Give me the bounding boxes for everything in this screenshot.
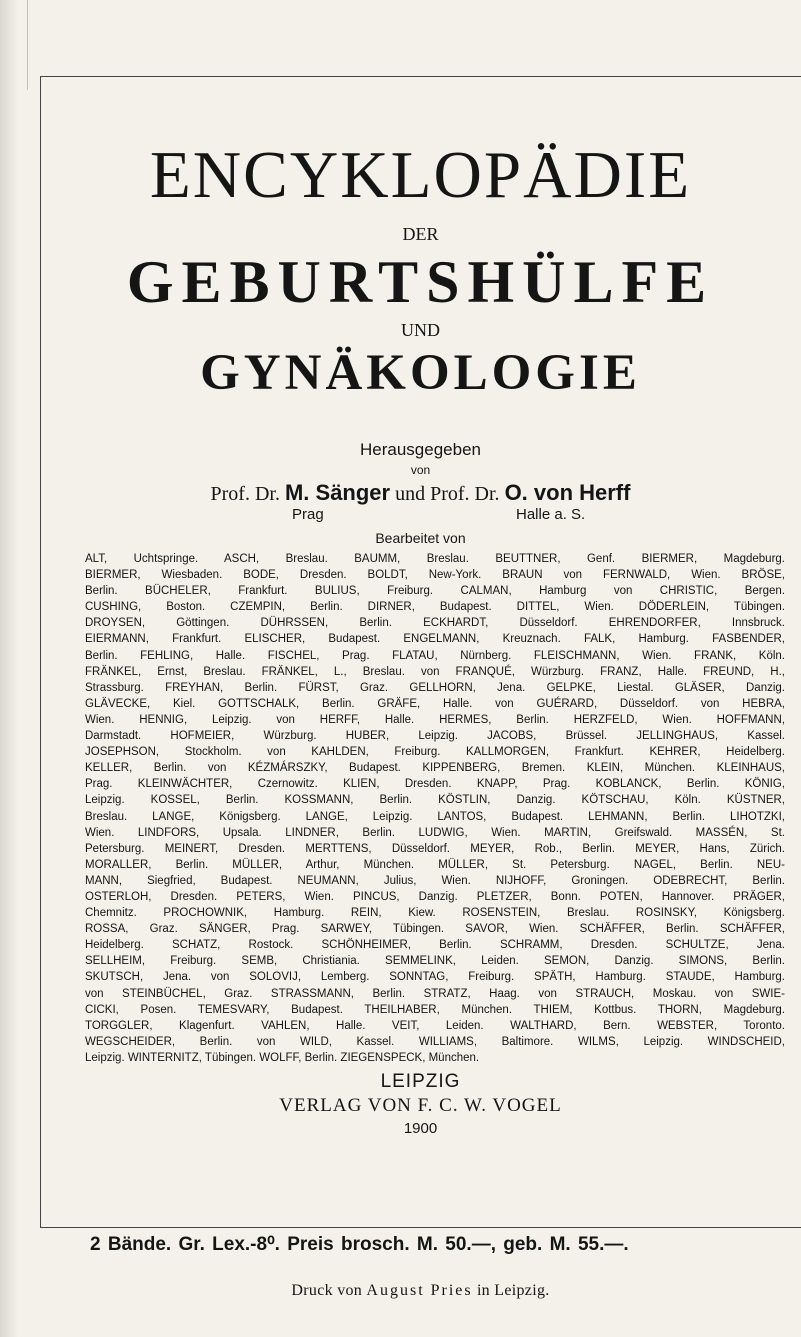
contributors-line: Wien. LINDFORS, Upsala. LINDNER, Berlin. LUDWIG, Wien. MARTIN, Greifswald. MASSÉN, St. — [85, 826, 785, 839]
contributors-line: Leipzig. WINTERNITZ, Tübingen. WOLFF, Berlin. ZIEGENSPECK, München. — [85, 1051, 480, 1064]
printer-name: August Pries — [366, 1282, 473, 1299]
editor-location-1: Prag — [292, 506, 324, 523]
contributors-line: Chemnitz. PROCHOWNIK, Hamburg. REIN, Kiew. ROSENSTEIN, Breslau. ROSINSKY, Königsberg. — [85, 907, 785, 920]
contributors-line: KELLER, Berlin. von KÉZMÁRSZKY, Budapest. KIPPENBERG, Bremen. KLEIN, München. KLEINHAUS, — [85, 762, 785, 775]
editor-name-2: O. von Herff — [504, 480, 631, 505]
contributors-line: Berlin. BÜCHELER, Frankfurt. BULIUS, Freiburg. CALMAN, Hamburg von CHRISTIC, Bergen. — [85, 585, 785, 598]
title-gynaekologie: GYNÄKOLOGIE — [200, 345, 641, 401]
contributors-line: Heidelberg. SCHATZ, Rostock. SCHÖNHEIMER, Berlin. SCHRAMM, Dresden. SCHULTZE, Jena. — [85, 939, 785, 952]
contributors-line: TORGGLER, Klagenfurt. VAHLEN, Halle. VEIT, Leiden. WALTHARD, Bern. WEBSTER, Toronto. — [85, 1019, 785, 1032]
page-fold-mark — [7, 0, 28, 90]
title-der: DER — [402, 224, 439, 244]
contributors-line: GLÄVECKE, Kiel. GOTTSCHALK, Berlin. GRÄFE, Halle. von GUÉRARD, Düsseldorf. von HEBRA, — [85, 697, 785, 710]
contributors-line: MORALLER, Berlin. MÜLLER, Arthur, München. MÜLLER, St. Petersburg. NAGEL, Berlin. NEU- — [85, 858, 785, 871]
publisher-city: LEIPZIG — [380, 1071, 461, 1092]
editors-line — [40, 480, 801, 507]
contributors-line: EIERMANN, Frankfurt. ELISCHER, Budapest. ENGELMANN, Kreuznach. FALK, Hamburg. FASBENDER, — [85, 633, 785, 646]
contributors-line: von STEINBÜCHEL, Graz. STRASSMANN, Berlin. STRATZ, Haag. von STRAUCH, Moskau. von SWIE- — [85, 987, 785, 1000]
contributors-line: CICKI, Posen. TEMESVARY, Budapest. THEILHABER, München. THIEM, Kottbus. THORN, Magdeburg. — [85, 1003, 785, 1016]
editor-locations — [40, 506, 801, 526]
contributors-line: JOSEPHSON, Stockholm. von KAHLDEN, Freiburg. KALLMORGEN, Frankfurt. KEHRER, Heidelberg. — [85, 746, 785, 759]
von-label: von — [410, 463, 431, 477]
contributors-line: DROYSEN, Göttingen. DÜHRSSEN, Berlin. ECKHARDT, Düsseldorf. EHRENDORFER, Innsbruck. — [85, 617, 785, 630]
herausgegeben-label: Herausgegeben — [360, 440, 481, 459]
editor-prefix-2: und Prof. Dr. — [390, 483, 505, 505]
contributors-line: Darmstadt. HOFMEIER, Würzburg. HUBER, Leipzig. JACOBS, Brüssel. JELLINGHAUS, Kassel. — [85, 730, 785, 743]
contributors-line: ALT, Uchtspringe. ASCH, Breslau. BAUMM, Breslau. BEUTTNER, Genf. BIERMER, Magdeburg. — [85, 553, 785, 565]
printer-line — [40, 1281, 801, 1301]
contributors-line: Breslau. LANGE, Königsberg. LANGE, Leipzig. LANTOS, Budapest. LEHMANN, Berlin. LIHOTZKI, — [85, 810, 785, 823]
publisher-name: VERLAG VON F. C. W. VOGEL — [279, 1095, 562, 1116]
contributors-line: CUSHING, Boston. CZEMPIN, Berlin. DIRNER, Budapest. DITTEL, Wien. DÖDERLEIN, Tübingen. — [85, 601, 785, 614]
contributors-line: Leipzig. KOSSEL, Berlin. KOSSMANN, Berlin. KÖSTLIN, Danzig. KÖTSCHAU, Köln. KÜSTNER, — [85, 794, 785, 807]
contributors-line: FRÄNKEL, Ernst, Breslau. FRÄNKEL, L., Breslau. von FRANQUÉ, Würzburg. FRANZ, Halle. FREUND, H., — [85, 665, 785, 678]
bearbeitet-label: Bearbeitet von — [375, 530, 466, 546]
contributors-line: Berlin. FEHLING, Halle. FISCHEL, Prag. FLATAU, Nürnberg. FLEISCHMANN, Wien. FRANK, Köln. — [85, 649, 785, 662]
contributors-line: Strassburg. FREYHAN, Berlin. FÜRST, Graz. GELLHORN, Jena. GELPKE, Liestal. GLÄSER, Danzig. — [85, 681, 785, 694]
price-line: 2 Bände. Gr. Lex.-8⁰. Preis brosch. M. 50.—, geb. M. 55.—. — [90, 1234, 629, 1255]
printer-suffix: in Leipzig. — [472, 1282, 550, 1299]
editor-name-1: M. Sänger — [284, 480, 391, 505]
editor-location-2: Halle a. S. — [516, 506, 586, 523]
contributors-line: OSTERLOH, Dresden. PETERS, Wien. PINCUS, Danzig. PLETZER, Bonn. POTEN, Hannover. PRÄGER, — [85, 890, 785, 903]
contributors-line: MANN, Siegfried, Budapest. NEUMANN, Julius, Wien. NIJHOFF, Groningen. ODEBRECHT, Berlin. — [85, 874, 785, 887]
publication-year: 1900 — [403, 1120, 438, 1137]
page-edge-shadow — [0, 0, 18, 1337]
contributors-list — [85, 551, 785, 1071]
printer-prefix: Druck von — [291, 1282, 367, 1299]
title-geburtshuelfe: GEBURTSHÜLFE — [126, 249, 715, 315]
contributors-line: WEGSCHEIDER, Berlin. von WILD, Kassel. WILLIAMS, Baltimore. WILMS, Leipzig. WINDSCHEID, — [85, 1035, 785, 1048]
contributors-line: Petersburg. MEINERT, Dresden. MERTTENS, Düsseldorf. MEYER, Rob., Berlin. MEYER, Hans, Zürich. — [85, 842, 785, 855]
title-encyklopaedie: ENCYKLOPÄDIE — [149, 138, 692, 212]
contributors-line: SKUTSCH, Jena. von SOLOVIJ, Lemberg. SONNTAG, Freiburg. SPÄTH, Hamburg. STAUDE, Hamburg. — [85, 971, 785, 984]
title-und: UND — [401, 320, 440, 340]
contributors-line: ROSSA, Graz. SÄNGER, Prag. SARWEY, Tübingen. SAVOR, Wien. SCHÄFFER, Berlin. SCHÄFFER, — [85, 923, 785, 936]
contributors-line: BIERMER, Wiesbaden. BODE, Dresden. BOLDT, New-York. BRAUN von FERNWALD, Wien. BRÖSE, — [85, 569, 785, 582]
contributors-line: Wien. HENNIG, Leipzig. von HERFF, Halle. HERMES, Berlin. HERZFELD, Wien. HOFFMANN, — [85, 713, 785, 726]
contributors-line: Prag. KLEINWÄCHTER, Czernowitz. KLIEN, Dresden. KNAPP, Prag. KOBLANCK, Berlin. KÖNIG, — [85, 778, 785, 791]
editor-prefix-1: Prof. Dr. — [210, 483, 285, 505]
contributors-line: SELLHEIM, Freiburg. SEMB, Christiania. SEMMELINK, Leiden. SEMON, Danzig. SIMONS, Berlin. — [85, 955, 785, 968]
